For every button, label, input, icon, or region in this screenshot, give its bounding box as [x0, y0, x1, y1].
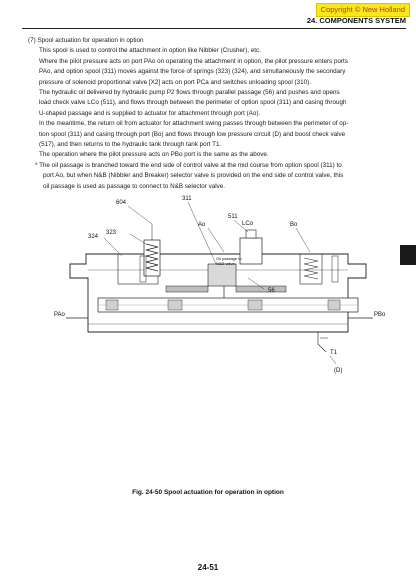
label-56: 56	[268, 288, 275, 294]
body-line: Where the pilot pressure acts on port PAo on operating the attachment in option, the pilot pressure enters ports	[39, 57, 348, 65]
body-line: U-shaped passage and is supplied to actuator for attachment through port (Ao).	[39, 109, 261, 117]
body-line: (517), and then returns to the hydraulic tank through tank port T1.	[39, 141, 222, 149]
lower-spool-land	[106, 300, 118, 310]
leader-bo	[296, 228, 310, 252]
lower-spool-land	[168, 300, 182, 310]
body-line: This spool is used to control the attachment in option like Nibbler (Crusher), etc.	[39, 47, 261, 55]
right-spring	[304, 258, 318, 279]
valve-cross-section-figure	[48, 192, 393, 482]
lower-spool-land	[328, 300, 340, 310]
label-311: 311	[182, 196, 192, 202]
oil-passage-note-line-1: Oil passage to	[216, 256, 242, 261]
subsection-heading: (7) Spool actuation for operation in option	[28, 37, 144, 44]
label-t1: T1	[330, 350, 338, 356]
figure-caption: Fig. 24-50 Spool actuation for operation in option	[132, 489, 284, 496]
port-sleeve	[332, 256, 338, 282]
label-pao: PAo	[54, 312, 65, 318]
body-line: The operation where the pilot pressure acts on PBo port is the same as the above.	[39, 151, 269, 159]
page-number: 24-51	[197, 563, 219, 572]
label-323: 323	[106, 230, 117, 236]
note-line: port Ao, but when N&B (Nibbler and Breaker) selector valve is provided on the end side of control valve, this	[43, 172, 344, 180]
right-cover-housing	[300, 254, 322, 284]
body-line: load check valve LCo (511), and flows through between the perimeter of option spool (311) and casing through	[39, 99, 347, 107]
section-tab-marker	[400, 245, 416, 265]
body-line: In the meantime, the return oil from actuator for attachment swing passes through between the perimeter of op-	[39, 120, 349, 128]
check-valve-plug	[246, 230, 256, 238]
leader-604	[128, 206, 152, 224]
header-rule	[22, 28, 406, 29]
copyright-badge: Copyright © New Holland	[316, 3, 410, 17]
note-line: * The oil passage is branched toward the end side of control valve at the mid course from option spool (311) to	[35, 161, 342, 169]
body-line: PAo, and option spool (311) moves against the force of springs (323) (324), and simultaneously the secondary	[39, 68, 346, 76]
spool-land	[166, 286, 208, 292]
body-line: pressure of solenoid proportional valve [X2] acts on port PCa and switches unloading spool (310).	[39, 78, 311, 86]
leader-311	[188, 202, 216, 264]
valve-diagram	[48, 192, 393, 482]
body-line: The hydraulic oil delivered by hydraulic pump P2 flows through parallel passage (56) and pushes and opens	[39, 89, 340, 97]
leader-ao	[208, 228, 224, 252]
label-324: 324	[88, 234, 99, 240]
label-511: 511	[228, 214, 238, 220]
label-pbo: PBo	[374, 312, 386, 318]
label-604: 604	[116, 200, 127, 206]
body-line: tion spool (311) and casing through port (Bo) and flows through low pressure circuit (D) and boost check valve	[39, 130, 346, 138]
option-spool-311	[208, 264, 236, 286]
leader-324	[104, 238, 122, 256]
oil-passage-note-line-2: N&B valve	[216, 261, 235, 266]
label-d: (D)	[334, 368, 343, 374]
note-line: oil passage is used as passage to connect to N&B selector valve.	[43, 182, 226, 190]
load-check-valve-lco	[240, 238, 262, 264]
leader-d	[330, 356, 336, 364]
label-bo: Bo	[290, 222, 298, 228]
leader-323	[130, 234, 146, 244]
lower-spool-land	[248, 300, 262, 310]
label-ao: Ao	[198, 222, 206, 228]
section-title: 24. COMPONENTS SYSTEM	[306, 16, 406, 25]
body-text	[28, 36, 398, 192]
tank-port-t1-line	[318, 332, 326, 352]
label-lco: LCo	[242, 221, 254, 227]
